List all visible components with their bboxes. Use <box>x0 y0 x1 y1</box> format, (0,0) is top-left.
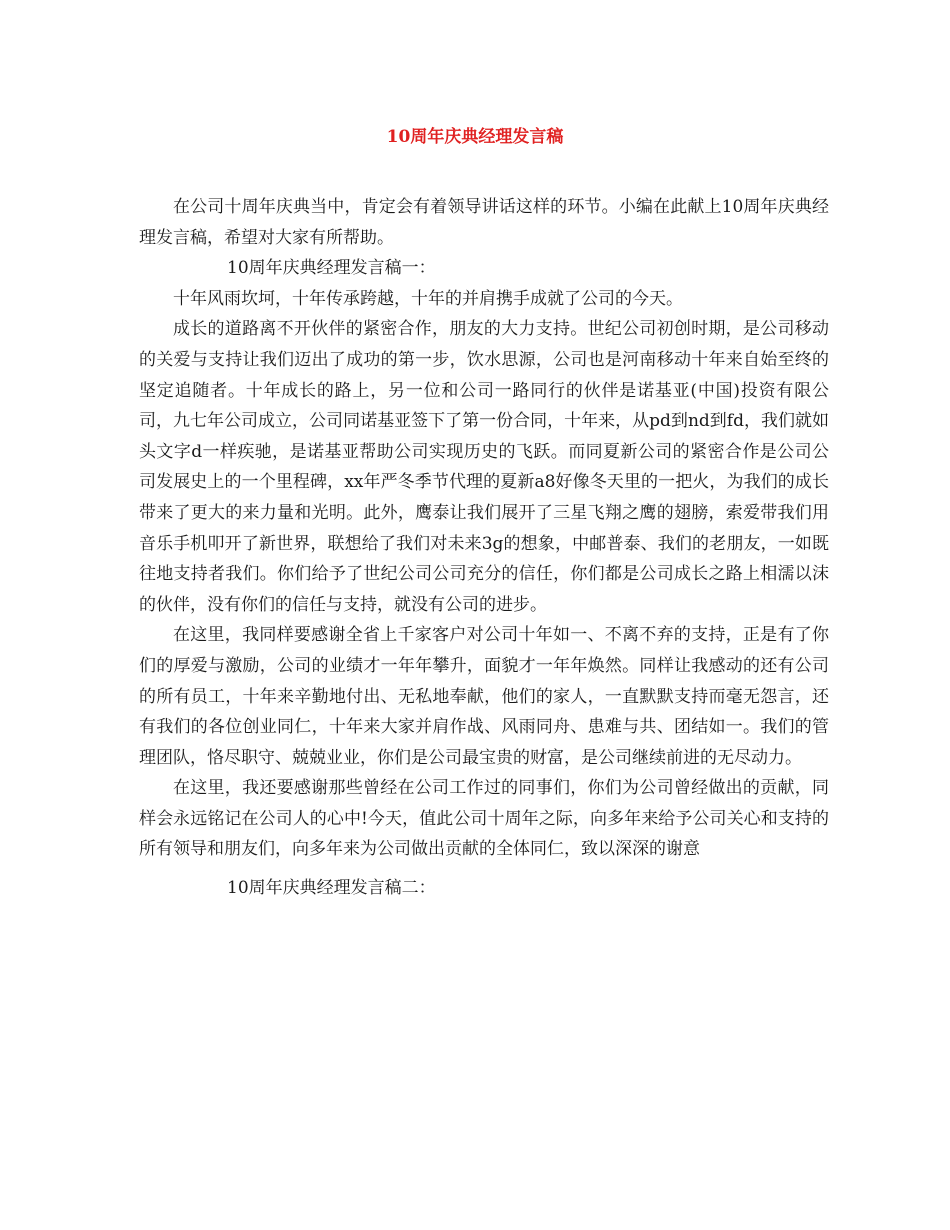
intro-paragraph: 在公司十周年庆典当中，肯定会有着领导讲话这样的环节。小编在此献上10周年庆典经理发言稿，希望对大家有所帮助。 <box>139 197 829 248</box>
document-title: 10周年庆典经理发言稿 <box>386 127 564 147</box>
body-paragraph: 在这里，我同样要感谢全省上千家客户对公司十年如一、不离不弃的支持，正是有了你们的厚爱与激励，公司的业绩才一年年攀升，面貌才一年年焕然。同样让我感动的还有公司的所有员工，十年来辛勤地付出、无私地奉献，他们的家人，一直默默支持而毫无怨言，还有我们的各位创业同仁，十年来大家并肩作战、风雨同舟、患难与共、团结如一。我们的管理团队，恪尽职守、兢兢业业，你们是公司最宝贵的财富，是公司继续前进的无尽动力。 <box>139 625 829 768</box>
body-paragraph: 成长的道路离不开伙伴的紧密合作，朋友的大力支持。世纪公司初创时期，是公司移动的关爱与支持让我们迈出了成功的第一步，饮水思源，公司也是河南移动十年来自始至终的坚定追随者。十年成长的路上，另一位和公司一路同行的伙伴是诺基亚(中国)投资有限公司，九七年公司成立，公司同诺基亚签下了第一份合同，十年来，从pd到nd到fd，我们就如头文字d一样疾驰，是诺基亚帮助公司实现历史的飞跃。而同夏新公司的紧密合作是公司公司发展史上的一个里程碑，xx年严冬季节代理的夏新a8好像冬天里的一把火，为我们的成长带来了更大的来力量和光明。此外，鹰泰让我们展开了三星飞翔之鹰的翅膀，索爱带我们用音乐手机叩开了新世界，联想给了我们对未来3g的想象，中邮普泰、我们的老朋友，一如既往地支持者我们。你们给予了世纪公司公司充分的信任，你们都是公司成长之路上相濡以沫的伙伴，没有你们的信任与支持，就没有公司的进步。 <box>139 319 829 615</box>
section-heading-2: 10周年庆典经理发言稿二： <box>227 878 436 899</box>
body-paragraph: 十年风雨坎坷，十年传承跨越，十年的并肩携手成就了公司的今天。 <box>173 288 683 309</box>
section-heading-1: 10周年庆典经理发言稿一： <box>227 258 436 279</box>
document-body <box>139 192 829 904</box>
body-paragraph: 在这里，我还要感谢那些曾经在公司工作过的同事们，你们为公司曾经做出的贡献，同样会永远铭记在公司人的心中!今天，值此公司十周年之际，向多年来给予公司关心和支持的所有领导和朋友们，向多年来为公司做出贡献的全体同仁，致以深深的谢意 <box>139 778 829 860</box>
